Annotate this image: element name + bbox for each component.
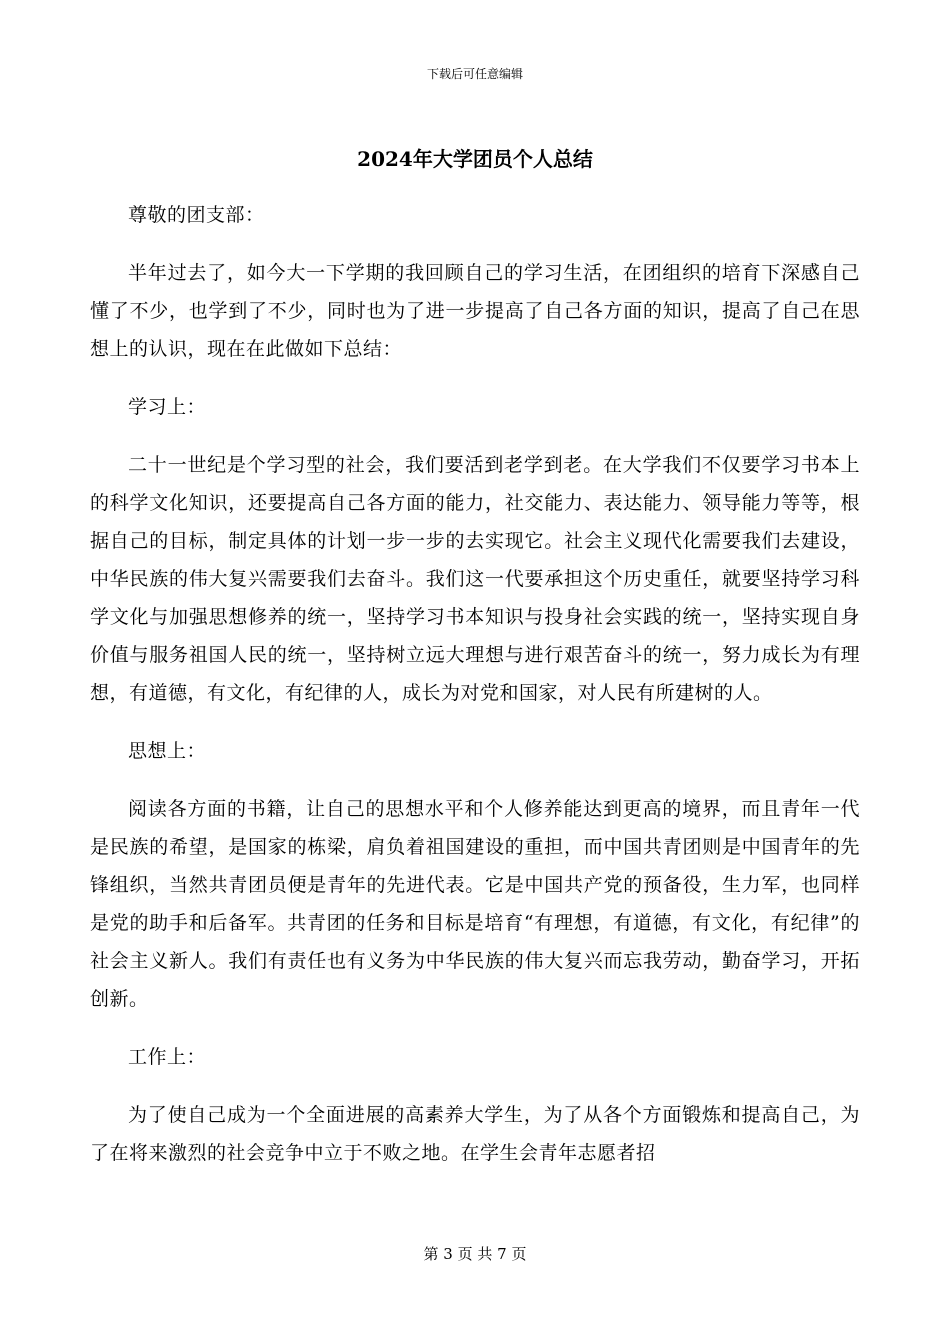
section-heading-thought: 思想上： xyxy=(128,740,207,762)
study-paragraph: 二十一世纪是个学习型的社会，我们要活到老学到老。在大学我们不仅要学习书本上的科学文化知识，还要提高自己各方面的能力，社交能力、表达能力、领导能力等等，根据自己的目标，制定具体的计划一步一步的去实现它。社会主义现代化需要我们去建设，中华民族的伟大复兴需要我们去奋斗。我们这一代要承担这个历史重任，就要坚持学习科学文化与加强思想修养的统一，坚持学习书本知识与投身社会实践的统一，坚持实现自身价值与服务祖国人民的统一，坚持树立远大理想与进行艰苦奋斗的统一，努力成长为有理想，有道德，有文化，有纪律的人，成长为对党和国家，对人民有所建树的人。 xyxy=(90,454,860,704)
thought-paragraph: 阅读各方面的书籍，让自己的思想水平和个人修养能达到更高的境界，而且青年一代是民族的希望，是国家的栋梁，肩负着祖国建设的重担，而中国共青团则是中国青年的先锋组织，当然共青团员便是青年的先进代表。它是中国共产党的预备役，生力军，也同样是党的助手和后备军。共青团的任务和目标是培育“有理想，有道德，有文化，有纪律”的社会主义新人。我们有责任也有义务为中华民族的伟大复兴而忘我劳动，勤奋学习，开拓创新。 xyxy=(90,798,860,1010)
page-header-note: 下载后可任意编辑 xyxy=(426,67,523,81)
section-heading-work: 工作上： xyxy=(128,1046,207,1068)
section-heading-study: 学习上： xyxy=(128,396,207,418)
document-body xyxy=(90,196,860,1192)
page-footer: 第 3 页 共 7 页 xyxy=(423,1245,527,1263)
work-paragraph: 为了使自己成为一个全面进展的高素养大学生，为了从各个方面锻炼和提高自己，为了在将来激烈的社会竞争中立于不败之地。在学生会青年志愿者招 xyxy=(90,1104,860,1164)
salutation: 尊敬的团支部： xyxy=(128,204,265,226)
intro-paragraph: 半年过去了，如今大一下学期的我回顾自己的学习生活，在团组织的培育下深感自己懂了不少，也学到了不少，同时也为了进一步提高了自己各方面的知识，提高了自己在思想上的认识，现在在此做如下总结： xyxy=(90,262,860,360)
document-title: 2024年大学团员个人总结 xyxy=(357,147,593,171)
